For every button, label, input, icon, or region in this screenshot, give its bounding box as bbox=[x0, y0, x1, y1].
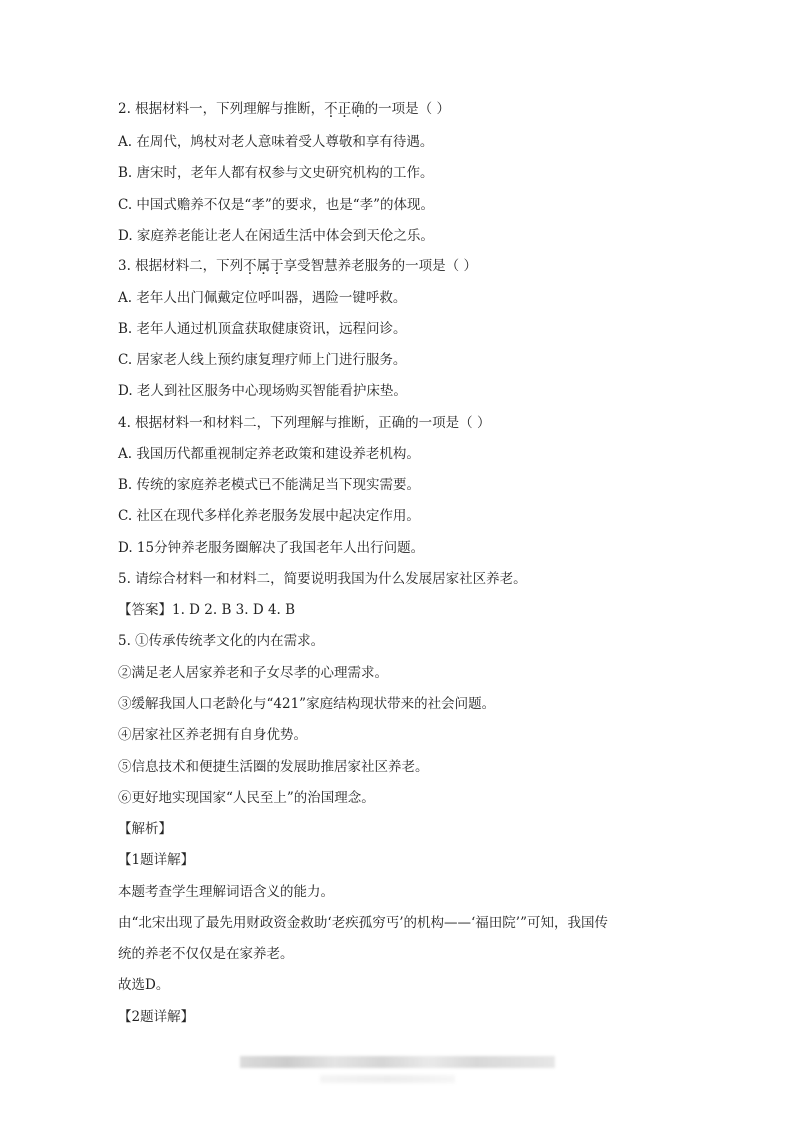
question-4-option-d: D. 15分钟养老服务圈解决了我国老年人出行问题。 bbox=[118, 540, 425, 556]
question-2-option-c: C. 中国式赡养不仅是“孝”的要求，也是“孝”的体现。 bbox=[118, 197, 435, 213]
blurred-footer-watermark-secondary bbox=[320, 1075, 455, 1083]
question-3-option-c: C. 居家老人线上预约康复理疗师上门进行服务。 bbox=[118, 352, 407, 368]
question-3-option-b: B. 老年人通过机顶盒获取健康资讯，远程问诊。 bbox=[118, 321, 407, 337]
text-segment: 2. 根据材料一，下列理解与推断， bbox=[118, 101, 325, 117]
text-segment: 3. 根据材料二，下列 bbox=[118, 258, 244, 274]
question-3-option-a: A. 老年人出门佩戴定位呼叫器，遇险一键呼救。 bbox=[118, 290, 407, 306]
question-5-stem: 5. 请综合材料一和材料二，简要说明我国为什么发展居家社区养老。 bbox=[118, 571, 527, 587]
question-2-option-b: B. 唐宋时，老年人都有权参与文史研究机构的工作。 bbox=[118, 165, 434, 181]
emphasis-dotted-text: 不正确 bbox=[324, 101, 365, 117]
text-segment: 享受智慧养老服务的一项是（ ） bbox=[283, 258, 477, 274]
answer-5-point-2: ②满足老人居家养老和子女尽孝的心理需求。 bbox=[118, 665, 388, 681]
blurred-footer-watermark bbox=[240, 1056, 555, 1068]
answer-key: 【答案】1. D 2. B 3. D 4. B bbox=[118, 602, 296, 618]
question-3-stem bbox=[118, 256, 718, 276]
question-3-option-d: D. 老人到社区服务中心现场购买智能看护床垫。 bbox=[118, 383, 407, 399]
answer-5-point-5: ⑤信息技术和便捷生活圈的发展助推居家社区养老。 bbox=[118, 759, 429, 775]
question-4-option-a: A. 我国历代都重视制定养老政策和建设养老机构。 bbox=[118, 446, 420, 462]
text-segment: 的一项是（ ） bbox=[364, 101, 450, 117]
question-2-option-d: D. 家庭养老能让老人在闲适生活中体会到天伦之乐。 bbox=[118, 228, 434, 244]
q1-detail-heading: 【1题详解】 bbox=[118, 852, 195, 868]
answer-5-point-6: ⑥更好地实现国家“人民至上”的治国理念。 bbox=[118, 790, 375, 806]
question-2-stem bbox=[118, 99, 718, 119]
answer-5-point-1: 5. ①传承传统孝文化的内在需求。 bbox=[118, 633, 325, 649]
emphasis-dotted-text: 不属于 bbox=[243, 258, 284, 274]
answer-5-point-4: ④居家社区养老拥有自身优势。 bbox=[118, 727, 307, 743]
analysis-heading: 【解析】 bbox=[118, 821, 172, 837]
answer-5-point-3: ③缓解我国人口老龄化与“421”家庭结构现状带来的社会问题。 bbox=[118, 696, 496, 712]
question-2-option-a: A. 在周代，鸠杖对老人意味着受人尊敬和享有待遇。 bbox=[118, 134, 434, 150]
question-4-option-c: C. 社区在现代多样化养老服务发展中起决定作用。 bbox=[118, 508, 420, 524]
q1-detail-text-3: 统的养老不仅仅是在家养老。 bbox=[118, 946, 294, 962]
question-4-stem: 4. 根据材料一和材料二，下列理解与推断，正确的一项是（ ） bbox=[118, 415, 491, 431]
q2-detail-heading: 【2题详解】 bbox=[118, 1009, 195, 1025]
q1-detail-text-2: 由“北宋出现了最先用财政资金救助‘老疾孤穷丐’的机构——‘福田院’”可知，我国传 bbox=[118, 915, 608, 931]
q1-detail-conclusion: 故选D。 bbox=[118, 977, 170, 993]
question-4-option-b: B. 传统的家庭养老模式已不能满足当下现实需要。 bbox=[118, 477, 421, 493]
q1-detail-text-1: 本题考查学生理解词语含义的能力。 bbox=[118, 884, 334, 900]
